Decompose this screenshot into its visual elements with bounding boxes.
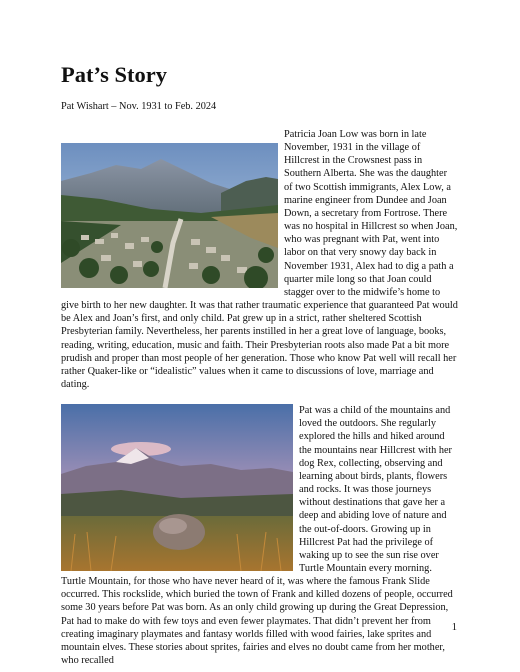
page-number: 1	[451, 622, 457, 633]
page-subtitle: Pat Wishart – Nov. 1931 to Feb. 2024	[61, 101, 217, 112]
page-title: Pat’s Story	[61, 62, 168, 87]
turtle-mountain-photo	[61, 404, 293, 571]
paragraph-1: Patricia Joan Low was born in late November, 1931 in the village of Hillcrest in the Crowsnest pass in Southern Alberta. She was the daughter of two Scottish immigrants, Alex Low, a marine engineer from Dundee and Joan Down, a secretary from Fortrose. There was no hospital in Hillcrest so when Joan, who was pregnant with Pat, went into labor on that very snowy day back in November 1931, Alex had to dig a path a quarter mile long so that Joan could stagger over to the midwife’s home to give birth to her new daughter. It was that rather traumatic experience that guaranteed Pat would be Alex and Joan’s first, and only child. Pat grew up in a strict, rather sheltered Scottish Presbyterian family. Nevertheless, her parents instilled in her a great love of language, books, reading, writing, education, music and faith. Their Presbyterian roots also made Pat a bit more prudish and proper than most people of her generation. Those who know Pat well will recall her rather Quaker-like or “idealistic” values when it came to discussions of love, marriage and dating.	[61, 129, 458, 390]
document-body	[61, 62, 458, 667]
paragraph-2: Pat was a child of the mountains and loved the outdoors. She regularly explored the hills and hiked around the mountains near Hillcrest with her dog Rex, collecting, observing and learning about birds, plants, flowers and rocks. It was those journeys without destinations that gave her a deep and abiding love of nature and the out-of-doors. Growing up in Hillcrest Pat had the privilege of waking up to see the sun rise over Turtle Mountain every morning. Turtle Mountain, for those who have never heard of it, was where the famous Frank Slide occurred. This rockslide, which buried the town of Frank and killed dozens of people, occurred some 30 years before Pat was born. As an only child growing up during the Great Depression, Pat had to make do with few toys and even fewer playmates. That didn’t prevent her from creating imaginary playmates and fantasy worlds filled with wood fairies, lake sprites and mountain elves. These stories about sprites, fairies and elves no doubt came from her mother, who recalled	[61, 405, 453, 667]
hillcrest-village-photo	[61, 143, 278, 288]
